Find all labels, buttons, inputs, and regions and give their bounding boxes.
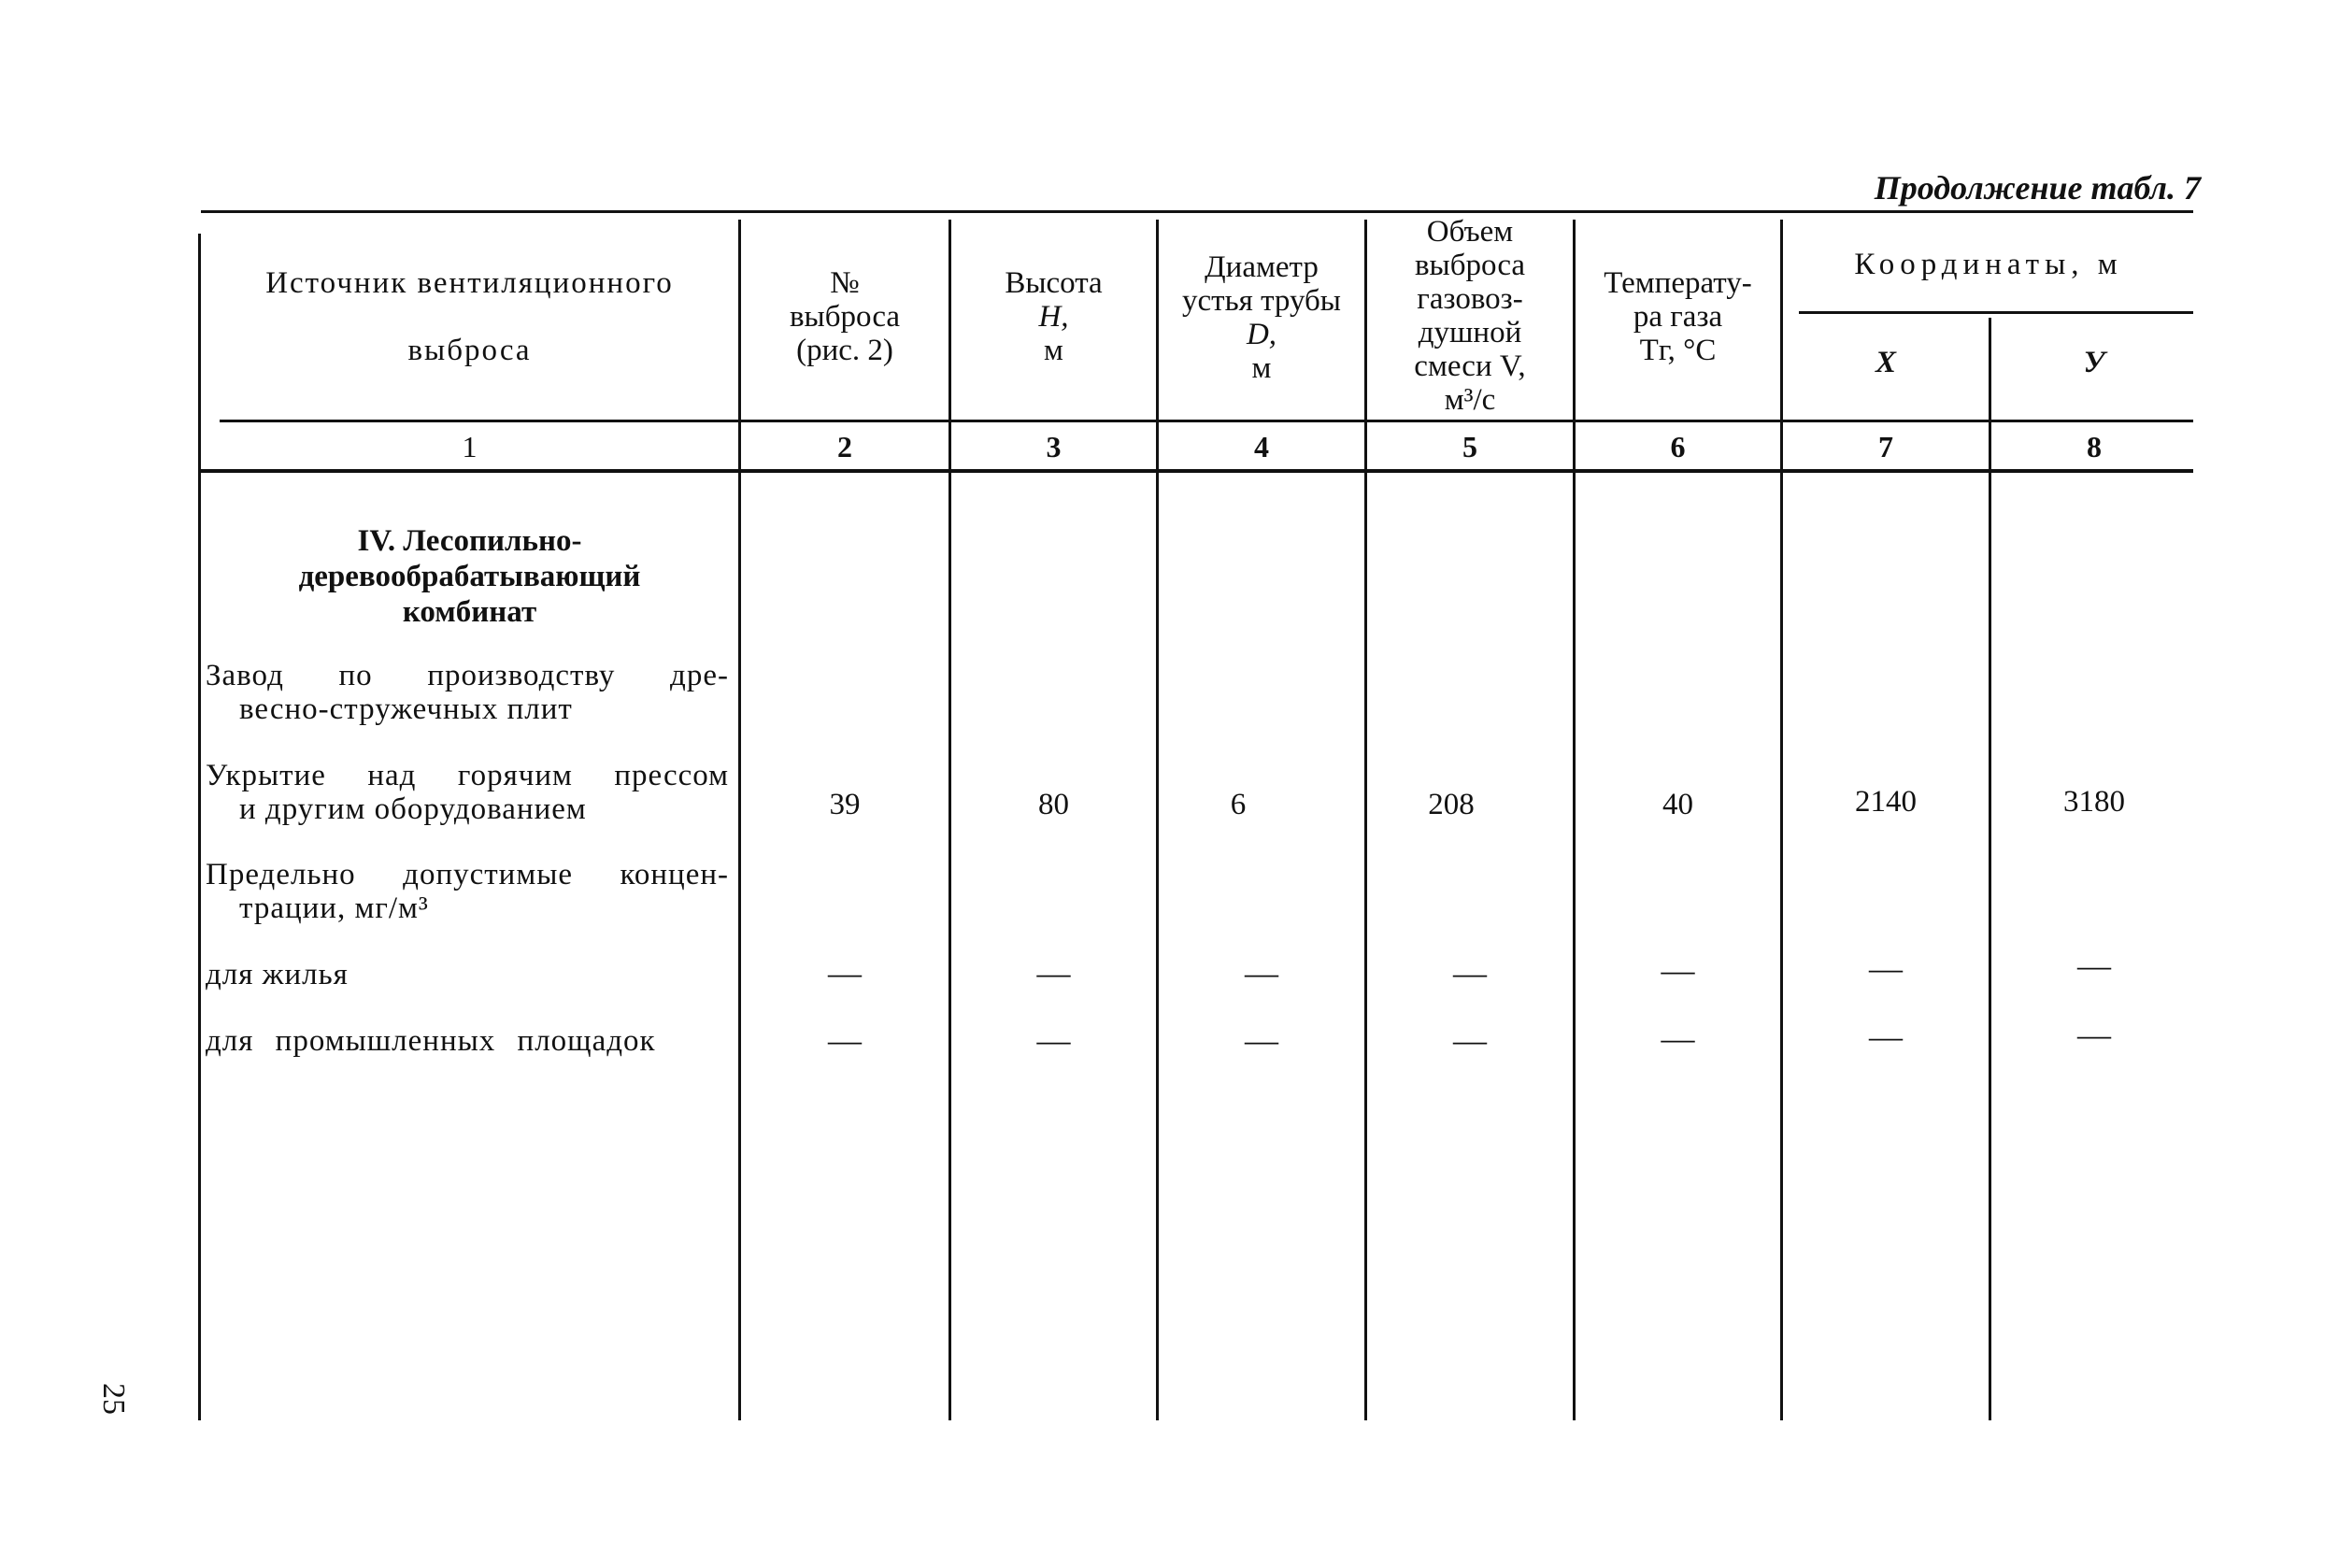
header-temperature-line2: ра газа bbox=[1633, 300, 1723, 334]
header-volume-line2: выброса bbox=[1414, 249, 1526, 282]
header-emission-number-line1: № bbox=[830, 266, 860, 300]
header-height-line3: м bbox=[1044, 334, 1063, 367]
header-volume-line6: м³/с bbox=[1444, 383, 1496, 417]
header-emission-number-line2: выброса bbox=[789, 300, 901, 334]
column-number-6: 6 bbox=[1670, 430, 1686, 463]
value-x: 2140 bbox=[1855, 785, 1917, 819]
column-number-1: 1 bbox=[462, 430, 478, 463]
section-title-line2: деревообрабатывающий bbox=[298, 560, 641, 593]
top-rule bbox=[201, 210, 2193, 213]
value-emission-number: 39 bbox=[829, 788, 861, 821]
row-label-factory bbox=[206, 659, 729, 726]
row-label-mpc bbox=[206, 858, 729, 925]
dash-residential-8: — bbox=[2077, 947, 2111, 984]
header-temperature-line3: Tг, °С bbox=[1639, 334, 1717, 367]
header-diameter-line2: устья трубы bbox=[1182, 284, 1341, 318]
section-title-line3: комбинат bbox=[402, 595, 537, 629]
dash-residential-7: — bbox=[1869, 949, 1903, 987]
header-diameter-line1: Диаметр bbox=[1205, 250, 1319, 284]
table-caption: Продолжение табл. 7 bbox=[1874, 169, 2201, 207]
dash-industrial-8: — bbox=[2077, 1016, 2111, 1053]
header-volume-line1: Объем bbox=[1426, 215, 1514, 249]
value-volume: 208 bbox=[1428, 788, 1475, 821]
header-temperature-line1: Температу- bbox=[1604, 266, 1752, 300]
header-coordinates: Координаты, м bbox=[1854, 248, 2123, 281]
row-label-factory-line2: весно-стружечных плит bbox=[239, 692, 573, 726]
row-label-mpc-line2: трации, мг/м³ bbox=[239, 891, 429, 925]
row-label-press-cover-line1: Укрытие над горячим прессом bbox=[206, 759, 729, 792]
header-y: У bbox=[2083, 346, 2105, 379]
dash-industrial-7: — bbox=[1869, 1018, 1903, 1055]
dash-residential-5: — bbox=[1453, 954, 1487, 991]
header-source-line2: выброса bbox=[407, 334, 532, 367]
row-label-press-cover-line2: и другим оборудованием bbox=[239, 792, 587, 826]
column-number-5: 5 bbox=[1462, 430, 1477, 463]
header-emission-number bbox=[741, 266, 948, 367]
header-diameter-line4: м bbox=[1251, 351, 1272, 385]
row-label-press-cover bbox=[206, 759, 729, 826]
value-temperature: 40 bbox=[1662, 788, 1693, 821]
page-number: 25 bbox=[96, 1383, 131, 1415]
column-number-2: 2 bbox=[837, 430, 852, 463]
dash-residential-2: — bbox=[828, 954, 862, 991]
header-bottom-rule bbox=[220, 420, 2193, 422]
row-label-factory-line1: Завод по производству дре- bbox=[206, 659, 729, 692]
dash-industrial-3: — bbox=[1036, 1021, 1071, 1059]
dash-industrial-2: — bbox=[828, 1021, 862, 1059]
section-title-line1: IV. Лесопильно- bbox=[357, 524, 582, 558]
table-left-border bbox=[198, 234, 201, 1420]
header-height-line1: Высота bbox=[1005, 266, 1103, 300]
dash-residential-4: — bbox=[1245, 954, 1278, 991]
header-volume-line5: смеси V, bbox=[1414, 349, 1526, 383]
header-height-line2: H, bbox=[1038, 300, 1069, 334]
column-divider-6 bbox=[1780, 220, 1783, 1420]
header-volume bbox=[1367, 215, 1573, 417]
header-source-line1: Источник вентиляционного bbox=[265, 266, 674, 300]
row-label-industrial: для промышленных площадок bbox=[206, 1024, 656, 1058]
value-y: 3180 bbox=[2063, 785, 2125, 819]
dash-residential-6: — bbox=[1661, 951, 1695, 989]
header-source bbox=[201, 266, 738, 367]
coords-rule bbox=[1799, 311, 2193, 314]
value-height: 80 bbox=[1038, 788, 1069, 821]
numbers-bottom-rule bbox=[201, 469, 2193, 473]
row-label-mpc-line1: Предельно допустимые концен- bbox=[206, 858, 729, 891]
column-number-4: 4 bbox=[1254, 430, 1269, 463]
header-temperature bbox=[1576, 266, 1780, 367]
dash-industrial-4: — bbox=[1245, 1021, 1278, 1059]
dash-industrial-5: — bbox=[1453, 1021, 1487, 1059]
header-emission-number-line3: (рис. 2) bbox=[796, 334, 893, 367]
header-height bbox=[951, 266, 1156, 367]
header-volume-line3: газовоз- bbox=[1417, 282, 1523, 316]
header-diameter bbox=[1159, 250, 1364, 385]
header-x: X bbox=[1875, 346, 1896, 379]
column-divider-7 bbox=[1989, 318, 1991, 1420]
header-volume-line4: душной bbox=[1418, 316, 1522, 349]
dash-industrial-6: — bbox=[1661, 1019, 1695, 1057]
value-diameter: 6 bbox=[1230, 788, 1247, 821]
section-title bbox=[201, 523, 738, 630]
column-number-3: 3 bbox=[1046, 430, 1062, 463]
column-number-8: 8 bbox=[2087, 430, 2102, 463]
header-diameter-line3: D, bbox=[1246, 318, 1277, 351]
column-number-7: 7 bbox=[1878, 430, 1893, 463]
row-label-residential: для жилья bbox=[206, 958, 349, 991]
dash-residential-3: — bbox=[1036, 954, 1071, 991]
